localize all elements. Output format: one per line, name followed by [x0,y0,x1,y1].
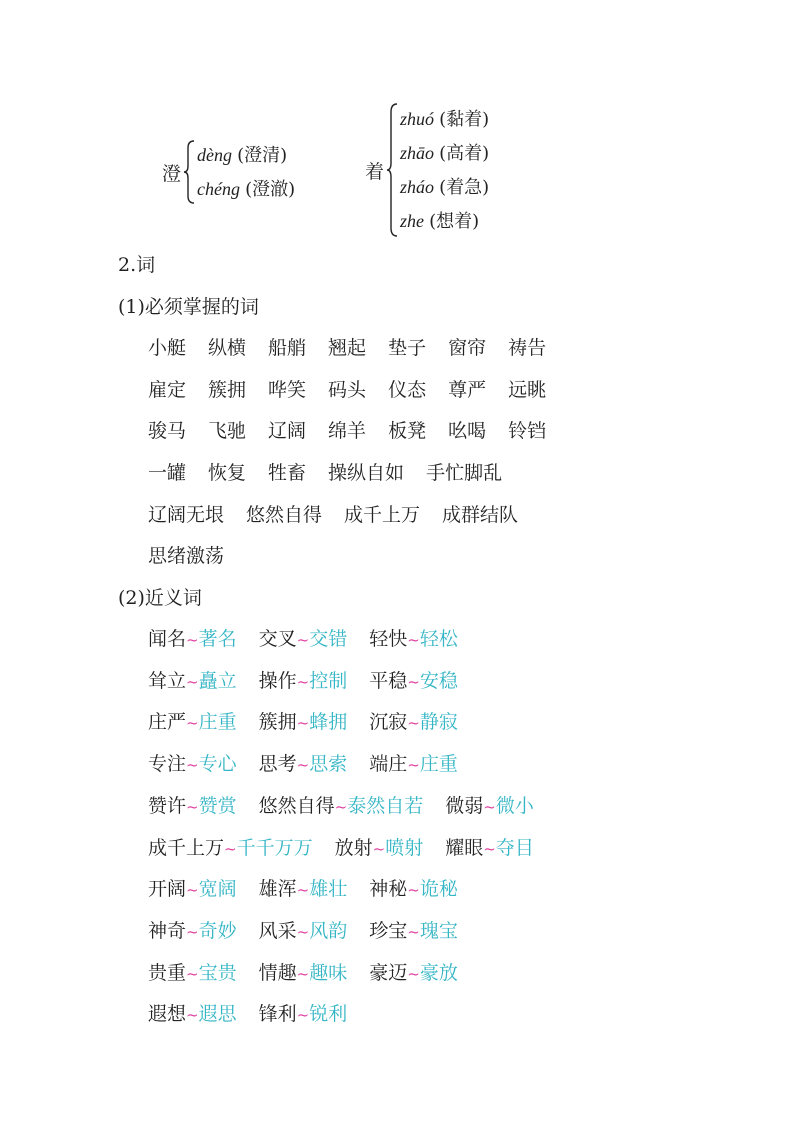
word-item: 纵横 [208,337,247,359]
section-heading: 2.词 [118,254,156,276]
synonym-pair [369,878,458,900]
base-word: 耀眼 [445,837,484,859]
word-item: 铃铛 [508,420,547,442]
synonym-word: 宽阔 [198,878,237,900]
synonym-pair [259,711,348,733]
base-word: 交叉 [258,628,297,650]
base-word: 成千上万 [148,837,225,859]
word-item: 手忙脚乱 [426,462,503,484]
synonym-word: 赞赏 [198,795,237,817]
base-word: 微弱 [445,795,484,817]
synonym-word: 矗立 [198,670,237,692]
synonym-word: 专心 [198,753,237,775]
word-item: 哗笑 [268,379,307,401]
synonym-word: 轻松 [419,628,458,650]
synonym-pair [259,962,348,984]
synonym-pair [369,753,458,775]
tilde-mark: ~ [407,673,420,691]
synonym-row [148,999,369,1026]
word-item: 小艇 [148,337,187,359]
word-item: 翘起 [328,337,367,359]
tilde-mark: ~ [407,631,420,649]
synonym-pair [369,711,458,733]
synonym-word: 雄壮 [309,878,348,900]
synonym-pair [335,837,424,859]
synonym-pair [259,1003,348,1025]
synonym-row [148,624,480,651]
synonym-word: 锐利 [309,1003,348,1025]
synonym-pair [369,962,458,984]
word-item: 吆喝 [448,420,487,442]
synonym-pair [148,753,237,775]
reading-item: chéng (澄澈) [197,179,296,200]
tilde-mark: ~ [186,756,199,774]
base-word: 锋利 [258,1003,297,1025]
base-word: 操作 [258,670,297,692]
tilde-mark: ~ [296,923,310,941]
word-item: 垫子 [388,337,427,359]
synonym-row [148,791,556,818]
tilde-mark: ~ [186,965,199,983]
synonym-word: 思索 [309,753,348,775]
base-word: 庄严 [148,711,187,733]
synonym-word: 交错 [309,628,348,650]
synonym-pair [148,711,237,733]
word-row [148,333,568,360]
base-word: 珍宝 [369,920,408,942]
synonym-pair [148,962,237,984]
tilde-mark: ~ [483,840,496,858]
tilde-mark: ~ [407,756,420,774]
tilde-mark: ~ [186,798,199,816]
base-word: 悠然自得 [258,795,335,817]
synonym-word: 庄重 [198,711,237,733]
synonym-row [148,749,480,776]
synonym-word: 千千万万 [236,837,313,859]
synonym-pair [148,920,237,942]
synonym-pair [148,878,237,900]
synonym-pair [148,1003,237,1025]
polyphone-char: 澄 [162,162,182,185]
word-item: 操纵自如 [328,462,405,484]
base-word: 情趣 [258,962,297,984]
base-word: 簇拥 [258,711,297,733]
base-word: 神奇 [148,920,187,942]
synonym-word: 豪放 [419,962,458,984]
word-item: 成千上万 [344,504,421,526]
tilde-mark: ~ [296,881,310,899]
subsection-heading-required-words: (1)必须掌握的词 [118,296,259,318]
base-word: 赞许 [148,795,187,817]
tilde-mark: ~ [407,714,420,732]
synonym-word: 泰然自若 [347,795,424,817]
base-word: 闻名 [148,628,187,650]
tilde-mark: ~ [407,923,420,941]
synonym-pair [148,670,237,692]
word-item: 绵羊 [328,420,367,442]
synonym-word: 安稳 [419,670,458,692]
word-item: 船艄 [268,337,307,359]
word-row [148,416,568,443]
word-item: 一罐 [148,462,187,484]
tilde-mark: ~ [296,631,310,649]
base-word: 神秘 [369,878,408,900]
reading-item: zháo (着急) [400,177,490,198]
word-item: 雇定 [148,379,187,401]
synonym-pair [259,670,348,692]
word-item: 窗帘 [448,337,487,359]
synonym-word: 喷射 [385,837,424,859]
synonym-pair [259,920,348,942]
base-word: 轻快 [369,628,408,650]
base-word: 贵重 [148,962,187,984]
synonym-pair [148,628,237,650]
tilde-mark: ~ [296,673,310,691]
synonym-word: 诡秘 [419,878,458,900]
base-word: 豪迈 [369,962,408,984]
synonym-pair [259,628,348,650]
subsection-heading-synonyms: (2)近义词 [118,587,202,609]
word-item: 成群结队 [442,504,519,526]
tilde-mark: ~ [296,1006,310,1024]
word-row [148,500,540,527]
word-item: 骏马 [148,420,187,442]
synonym-row [148,916,480,943]
synonym-word: 控制 [309,670,348,692]
synonym-pair [259,878,348,900]
word-item: 簇拥 [208,379,247,401]
synonym-row [148,666,480,693]
synonym-row [148,874,480,901]
base-word: 雄浑 [258,878,297,900]
synonym-pair [445,795,534,817]
word-item: 悠然自得 [246,504,323,526]
base-word: 放射 [334,837,373,859]
synonym-pair [369,670,458,692]
word-item: 辽阔无垠 [148,504,225,526]
word-item: 飞驰 [208,420,247,442]
tilde-mark: ~ [407,965,420,983]
synonym-word: 遐思 [198,1003,237,1025]
synonym-row [148,833,556,860]
synonym-pair [148,837,313,859]
tilde-mark: ~ [296,965,310,983]
synonym-word: 静寂 [419,711,458,733]
synonym-word: 风韵 [309,920,348,942]
synonym-pair [445,837,534,859]
synonym-pair [369,628,458,650]
tilde-mark: ~ [372,840,386,858]
word-item: 思绪激荡 [148,545,225,567]
base-word: 遐想 [148,1003,187,1025]
base-word: 思考 [258,753,297,775]
synonym-pair [148,795,237,817]
word-item: 码头 [328,379,367,401]
word-row [148,541,246,568]
base-word: 风采 [258,920,297,942]
polyphone-zhe [365,102,489,238]
synonym-row [148,958,480,985]
word-row [148,458,524,485]
base-word: 开阔 [148,878,187,900]
synonym-word: 趣味 [309,962,348,984]
synonym-pair [259,795,424,817]
synonym-pair [369,920,458,942]
brace-icon [183,140,195,204]
synonym-word: 夺目 [495,837,534,859]
synonym-word: 庄重 [419,753,458,775]
reading-item: zhe (想着) [400,211,480,232]
synonym-row [148,707,480,734]
base-word: 耸立 [148,670,187,692]
tilde-mark: ~ [334,798,348,816]
synonym-word: 宝贵 [198,962,237,984]
tilde-mark: ~ [296,714,310,732]
synonym-word: 瑰宝 [419,920,458,942]
synonym-word: 奇妙 [198,920,237,942]
tilde-mark: ~ [483,798,496,816]
polyphone-char: 着 [365,160,385,183]
reading-item: dèng (澄清) [197,145,288,166]
tilde-mark: ~ [186,631,199,649]
base-word: 平稳 [369,670,408,692]
tilde-mark: ~ [186,1006,199,1024]
tilde-mark: ~ [407,881,420,899]
word-item: 牲畜 [268,462,307,484]
synonym-pair [259,753,348,775]
brace-icon [386,103,398,237]
word-item: 祷告 [508,337,547,359]
tilde-mark: ~ [296,756,310,774]
base-word: 端庄 [369,753,408,775]
tilde-mark: ~ [186,673,199,691]
word-item: 仪态 [388,379,427,401]
base-word: 沉寂 [369,711,408,733]
word-item: 远眺 [508,379,547,401]
synonym-word: 蜂拥 [309,711,348,733]
synonym-word: 微小 [495,795,534,817]
word-row [148,375,568,402]
word-item: 恢复 [208,462,247,484]
tilde-mark: ~ [186,881,199,899]
tilde-mark: ~ [186,714,199,732]
word-item: 辽阔 [268,420,307,442]
word-item: 尊严 [448,379,487,401]
tilde-mark: ~ [224,840,237,858]
reading-item: zhuó (黏着) [400,109,490,130]
polyphone-cheng [162,138,295,206]
base-word: 专注 [148,753,187,775]
reading-item: zhāo (高着) [400,143,490,164]
synonym-word: 著名 [198,628,237,650]
tilde-mark: ~ [186,923,199,941]
word-item: 板凳 [388,420,427,442]
